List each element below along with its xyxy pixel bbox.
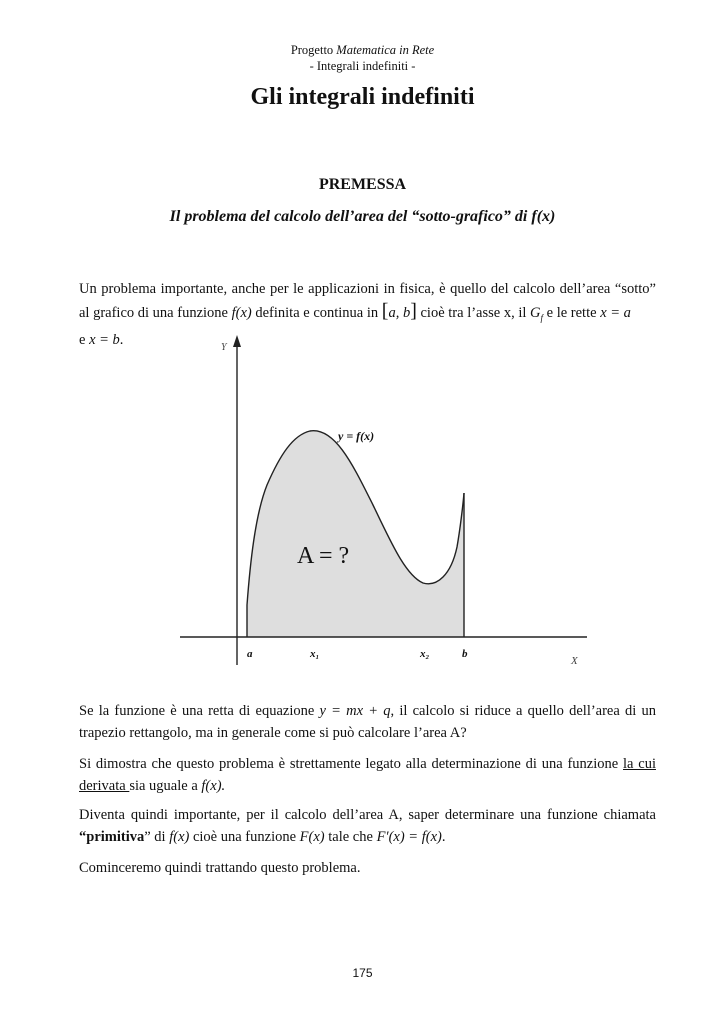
- primitiva-text-5: .: [441, 829, 446, 845]
- paragraph-derivata: [79, 753, 656, 797]
- equation-line: y = mx + q: [319, 703, 391, 719]
- derivata-underlined: la cui derivata: [79, 756, 656, 794]
- tick-label-b: b: [462, 648, 468, 660]
- tick-label-x2: x₂: [420, 648, 430, 660]
- paragraph-closing: Cominceremo quindi trattando questo problema.: [79, 860, 361, 876]
- primitiva-text-3: cioè una funzione: [189, 829, 300, 845]
- intro-text-2: definita e continua in: [251, 305, 382, 321]
- primitiva-text-4: tale che: [324, 829, 377, 845]
- derivata-text-2: sia uguale a: [129, 778, 202, 794]
- intro-text-1: Un problema importante, anche per le applicazioni in fisica, è quello del calcolo dell’area “sotto” al grafico di una funzione: [79, 281, 656, 321]
- area-label: A = ?: [297, 543, 350, 569]
- y-axis-arrow: [233, 335, 241, 347]
- tick-label-x1: x₁: [310, 648, 320, 660]
- primitiva-text-1: Diventa quindi importante, per il calcolo dell’area A, saper determinare una funzione chiamata: [79, 807, 656, 823]
- y-axis-label: Y: [221, 342, 227, 353]
- header-project-name: Matematica in Rete: [336, 43, 435, 57]
- area-under-curve: [247, 431, 464, 637]
- paragraph-primitiva: [79, 804, 656, 848]
- primitiva-fx: f(x): [169, 829, 190, 845]
- retta-text-2: , il calcolo si riduce a quello dell’area di un trapezio rettangolo, ma in generale come si può calcolare l’area A?: [79, 703, 656, 741]
- paragraph-retta: [79, 700, 656, 744]
- interval-close-bracket: ]: [410, 300, 417, 322]
- tick-label-a: a: [247, 648, 253, 660]
- equation-x-eq-b: x = b: [89, 331, 120, 348]
- header-line-2: - Integrali indefiniti -: [309, 59, 416, 73]
- area-graph: [175, 335, 595, 670]
- retta-text-1: Se la funzione è una retta di equazione: [79, 703, 320, 719]
- derivata-fx: f(x).: [201, 778, 226, 794]
- intro-text-3: cioè tra l’asse x, il: [416, 305, 531, 321]
- curve-label: y = f(x): [338, 429, 375, 443]
- intro-text-4: e le rette: [543, 305, 601, 321]
- derivata-text-1: Si dimostra che questo problema è strettamente legato alla determinazione di una funzione: [79, 756, 623, 772]
- equation-primitive: F′(x) = f(x): [376, 829, 442, 845]
- interval-ab: a, b: [388, 305, 411, 321]
- header-line-1: [0, 42, 725, 58]
- interval-open-bracket: [: [381, 300, 389, 322]
- equation-x-eq-a: x = a: [600, 305, 631, 321]
- page-number: 175: [352, 966, 373, 980]
- page-header: [0, 42, 725, 74]
- header-prefix: Progetto: [290, 43, 337, 57]
- graph-symbol-subscript: f: [540, 312, 544, 323]
- page-title: Gli integrali indefiniti: [250, 84, 475, 110]
- section-heading: PREMESSA: [318, 176, 407, 193]
- primitiva-Fx: F(x): [299, 829, 325, 845]
- intro-fx: f(x): [231, 305, 252, 321]
- graph-symbol-G: G: [530, 305, 541, 321]
- intro-text-5: e: [79, 331, 90, 348]
- primitiva-text-2: ” di: [144, 829, 170, 845]
- primitiva-bold: “primitiva: [79, 829, 145, 845]
- section-subtitle: Il problema del calcolo dell’area del “sotto-grafico” di f(x): [169, 208, 556, 225]
- x-axis-label: X: [571, 655, 578, 667]
- intro-text-6: .: [119, 331, 124, 348]
